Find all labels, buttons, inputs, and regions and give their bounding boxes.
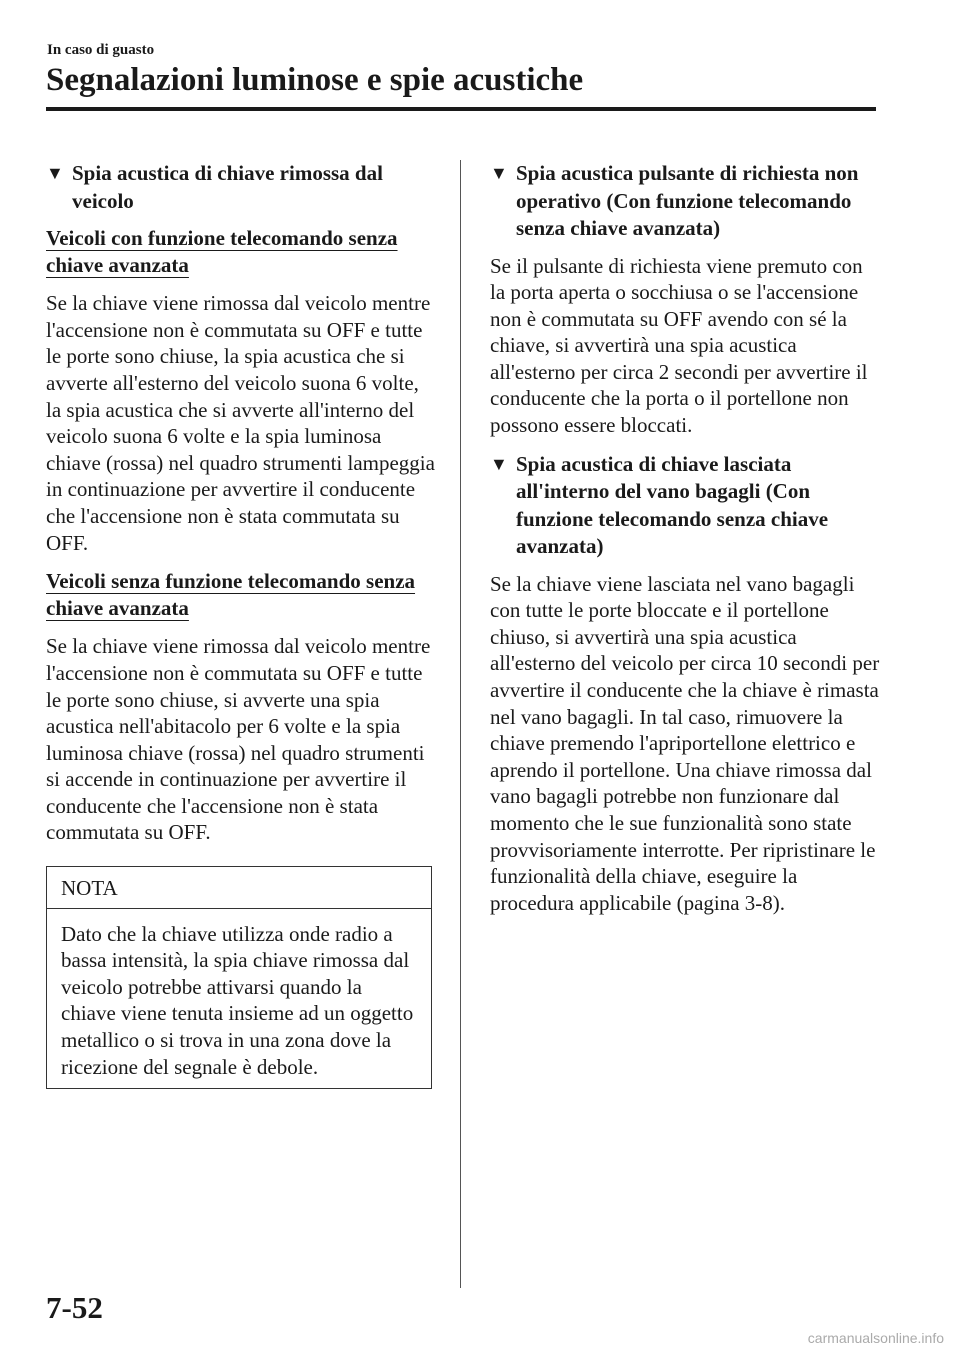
paragraph: Se la chiave viene lasciata nel vano bagagli con tutte le porte bloccate e il portellone chiuso, si avvertirà una spia acustica all'esterno del veicolo per circa 10 secondi per avvertire il conducente che la chiave è rimasta nel vano bagagli. In tal caso, rimuovere la chiave premendo l'apriportellone elettrico e aprendo il portellone. Una chiave rimossa dal vano bagagli potrebbe non funzionare dal momento che le sue funzionalità sono state provvisoriamente interrotte. Per ripristinare le funzionalità della chiave, eseguire la procedura applicabile (pagina 3-8). — [490, 571, 880, 915]
subheading — [46, 225, 436, 278]
paragraph: Se la chiave viene rimossa dal veicolo mentre l'accensione non è commutata su OFF e tutte le porte sono chiuse, si avverte una spia acustica nell'abitacolo per 6 volte e la spia luminosa chiave (rossa) nel quadro strumenti si accende in continuazione per avvertire il conducente che l'accensione non è stata commutata su OFF. — [46, 634, 431, 845]
subheading-text: Veicoli senza funzione telecomando senza chiave avanzata — [46, 569, 416, 620]
note-text: Dato che la chiave utilizza onde radio a bassa intensità, la spia chiave rimossa dal veicolo potrebbe attivarsi quando la chiave viene tenuta insieme ad un oggetto metallico o si trova in una zona dove la ricezione del segnale è debole. — [61, 921, 414, 1079]
section-label: In caso di guasto — [47, 42, 155, 58]
triangle-down-icon: ▼ — [46, 163, 64, 183]
heading-text: Spia acustica pulsante di richiesta non operativo (Con funzione telecomando senza chiave avanzata) — [516, 161, 859, 240]
section-heading — [490, 451, 880, 561]
paragraph: Se il pulsante di richiesta viene premuto con la porta aperta o socchiusa o se l'accensione non è commutata su OFF avendo con sé la chiave, si avvertirà una spia acustica all'esterno per circa 2 secondi per avvertire il conducente che la porta o il portellone non possono essere bloccati. — [490, 253, 868, 438]
left-column — [46, 160, 436, 1089]
watermark: carmanualsonline.info — [807, 1330, 944, 1346]
triangle-down-icon: ▼ — [490, 163, 508, 183]
page-title: Segnalazioni luminose e spie acustiche — [46, 62, 584, 98]
subheading — [46, 568, 436, 621]
section-heading — [490, 160, 880, 243]
note-title: NOTA — [47, 867, 431, 909]
title-rule — [46, 107, 876, 111]
triangle-down-icon: ▼ — [490, 453, 508, 474]
heading-text: Spia acustica di chiave rimossa dal veicolo — [72, 161, 383, 213]
subheading-text: Veicoli con funzione telecomando senza chiave avanzata — [46, 226, 398, 277]
note-box — [46, 866, 432, 1089]
right-column — [490, 160, 880, 928]
column-divider — [460, 160, 461, 1288]
heading-text: Spia acustica di chiave lasciata all'interno del vano bagagli (Con funzione telecomando senza chiave avanzata) — [516, 451, 829, 559]
page-number: 7-52 — [46, 1290, 103, 1325]
section-heading — [46, 160, 436, 215]
paragraph: Se la chiave viene rimossa dal veicolo mentre l'accensione non è commutata su OFF e tutte le porte sono chiuse, la spia acustica che si avverte all'esterno del veicolo suona 6 volte, la spia acustica che si avverte all'interno del veicolo suona 6 volte e la spia luminosa chiave (rossa) nel quadro strumenti lampeggia in continuazione per avvertire il conducente che l'accensione non è stata commutata su OFF. — [46, 291, 435, 555]
